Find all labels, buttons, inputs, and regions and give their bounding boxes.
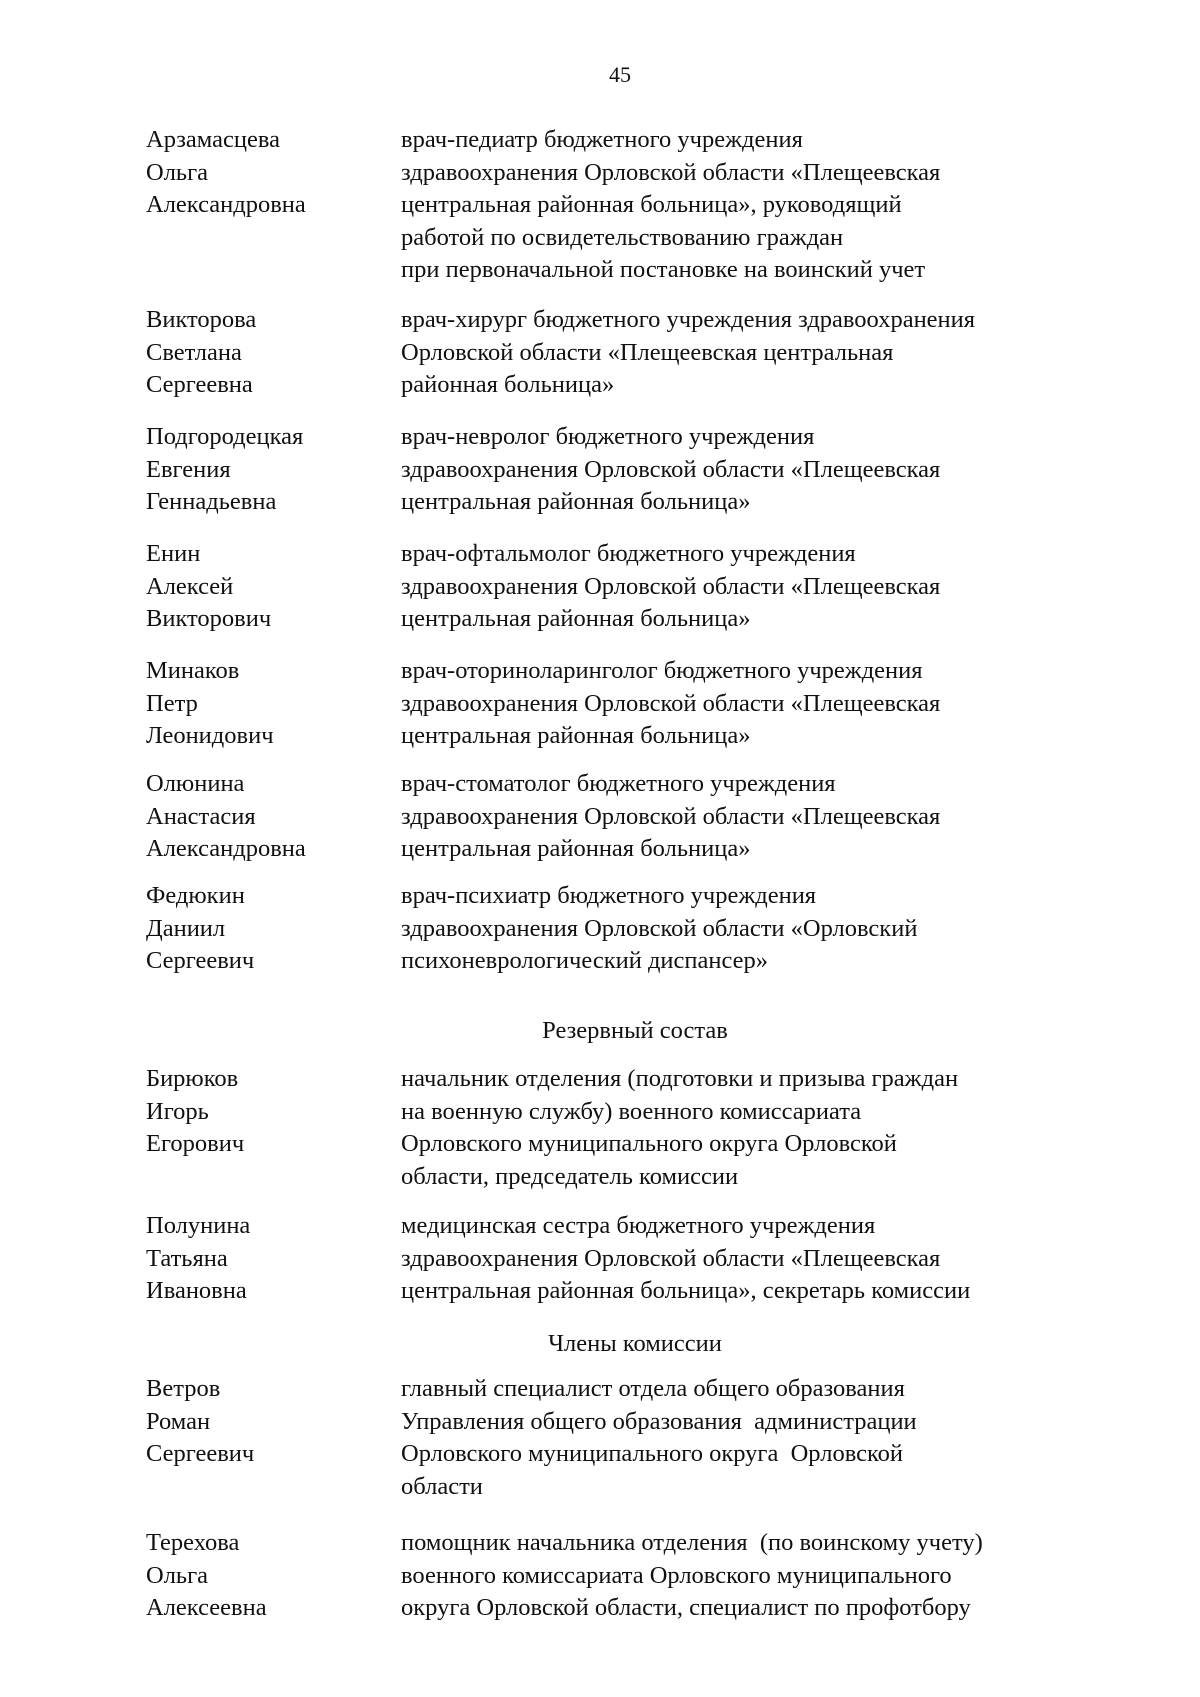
- patronymic: Сергеевна: [146, 371, 253, 398]
- position-line: здравоохранения Орловской области «Плещеевская: [401, 455, 941, 483]
- position-line: врач-офтальмолог бюджетного учреждения: [401, 540, 856, 567]
- member-position: [401, 768, 1101, 866]
- patronymic: Викторович: [146, 605, 272, 632]
- member-name: [146, 1373, 386, 1471]
- first-name: Игорь: [146, 1097, 209, 1125]
- member-position: [401, 1210, 1101, 1308]
- position-line: здравоохранения Орловской области «Плещеевская: [401, 1244, 941, 1272]
- position-line: психоневрологический диспансер»: [401, 947, 769, 974]
- member-name: [146, 768, 386, 866]
- patronymic: Александровна: [146, 191, 306, 218]
- member-name: [146, 1210, 386, 1308]
- position-line: главный специалист отдела общего образования: [401, 1375, 905, 1402]
- member-name: [146, 304, 386, 402]
- member-position: [401, 538, 1101, 636]
- surname: Федюкин: [146, 882, 245, 909]
- member-name: [146, 880, 386, 978]
- first-name: Татьяна: [146, 1244, 228, 1272]
- first-name: Петр: [146, 689, 198, 717]
- patronymic: Сергеевич: [146, 947, 255, 974]
- position-line: центральная районная больница», руководящий: [401, 191, 902, 218]
- position-line: Орловской области «Плещеевская центральная: [401, 338, 894, 366]
- surname: Арзамасцева: [146, 126, 280, 153]
- position-line: области, председатель комиссии: [401, 1162, 739, 1190]
- first-name: Алексей: [146, 572, 234, 600]
- position-line: центральная районная больница», секретарь комиссии: [401, 1277, 971, 1304]
- patronymic: Алексеевна: [146, 1594, 267, 1621]
- patronymic: Ивановна: [146, 1277, 247, 1304]
- member-position: [401, 655, 1101, 753]
- position-line: центральная районная больница»: [401, 835, 751, 862]
- members-section-heading: Члены комиссии: [548, 1330, 722, 1357]
- surname: Подгородецкая: [146, 423, 304, 450]
- position-line: Управления общего образования администрации: [401, 1407, 917, 1435]
- first-name: Ольга: [146, 1561, 209, 1589]
- first-name: Роман: [146, 1407, 211, 1435]
- position-line: Орловского муниципального округа Орловской: [401, 1440, 904, 1467]
- position-line: здравоохранения Орловской области «Плещеевская: [401, 802, 941, 830]
- position-line: здравоохранения Орловской области «Плещеевская: [401, 689, 941, 717]
- member-position: [401, 1527, 1101, 1625]
- patronymic: Егорович: [146, 1130, 245, 1157]
- position-line: районная больница»: [401, 371, 615, 398]
- member-position: [401, 880, 1101, 978]
- member-position: [401, 124, 1101, 287]
- first-name: Ольга: [146, 158, 209, 186]
- patronymic: Геннадьевна: [146, 488, 277, 515]
- position-line: центральная районная больница»: [401, 722, 751, 749]
- member-position: [401, 1063, 1101, 1193]
- position-line: здравоохранения Орловской области «Орловский: [401, 914, 918, 942]
- patronymic: Леонидович: [146, 722, 274, 749]
- member-position: [401, 421, 1101, 519]
- position-line: помощник начальника отделения (по воинскому учету): [401, 1529, 983, 1556]
- position-line: на военную службу) военного комиссариата: [401, 1097, 862, 1125]
- member-name: [146, 1063, 386, 1161]
- first-name: Даниил: [146, 914, 226, 942]
- position-line: врач-хирург бюджетного учреждения здравоохранения: [401, 306, 976, 333]
- patronymic: Сергеевич: [146, 1440, 255, 1467]
- first-name: Светлана: [146, 338, 242, 366]
- position-line: военного комиссариата Орловского муниципального: [401, 1561, 952, 1589]
- surname: Ветров: [146, 1375, 221, 1402]
- surname: Енин: [146, 540, 201, 567]
- position-line: врач-оториноларинголог бюджетного учреждения: [401, 657, 923, 684]
- member-name: [146, 538, 386, 636]
- position-line: врач-педиатр бюджетного учреждения: [401, 126, 803, 153]
- member-position: [401, 1373, 1101, 1503]
- position-line: врач-стоматолог бюджетного учреждения: [401, 770, 836, 797]
- member-name: [146, 655, 386, 753]
- member-name: [146, 124, 386, 222]
- member-position: [401, 304, 1101, 402]
- position-line: здравоохранения Орловской области «Плещеевская: [401, 572, 941, 600]
- surname: Бирюков: [146, 1065, 239, 1092]
- position-line: врач-психиатр бюджетного учреждения: [401, 882, 817, 909]
- position-line: округа Орловской области, специалист по профотбору: [401, 1594, 971, 1621]
- first-name: Евгения: [146, 455, 231, 483]
- member-name: [146, 1527, 386, 1625]
- page-number: 45: [609, 62, 631, 87]
- position-line: врач-невролог бюджетного учреждения: [401, 423, 815, 450]
- position-line: начальник отделения (подготовки и призыва граждан: [401, 1065, 959, 1092]
- position-line: центральная районная больница»: [401, 605, 751, 632]
- surname: Полунина: [146, 1212, 251, 1239]
- surname: Олюнина: [146, 770, 245, 797]
- position-line: Орловского муниципального округа Орловской: [401, 1130, 897, 1157]
- patronymic: Александровна: [146, 835, 306, 862]
- position-line: центральная районная больница»: [401, 488, 751, 515]
- surname: Минаков: [146, 657, 240, 684]
- position-line: медицинская сестра бюджетного учреждения: [401, 1212, 876, 1239]
- position-line: работой по освидетельствованию граждан: [401, 223, 844, 251]
- surname: Викторова: [146, 306, 257, 333]
- position-line: здравоохранения Орловской области «Плещеевская: [401, 158, 941, 186]
- position-line: области: [401, 1472, 483, 1500]
- position-line: при первоначальной постановке на воинский учет: [401, 256, 926, 283]
- surname: Терехова: [146, 1529, 240, 1556]
- reserve-section-heading: Резервный состав: [542, 1017, 728, 1044]
- member-name: [146, 421, 386, 519]
- first-name: Анастасия: [146, 802, 256, 830]
